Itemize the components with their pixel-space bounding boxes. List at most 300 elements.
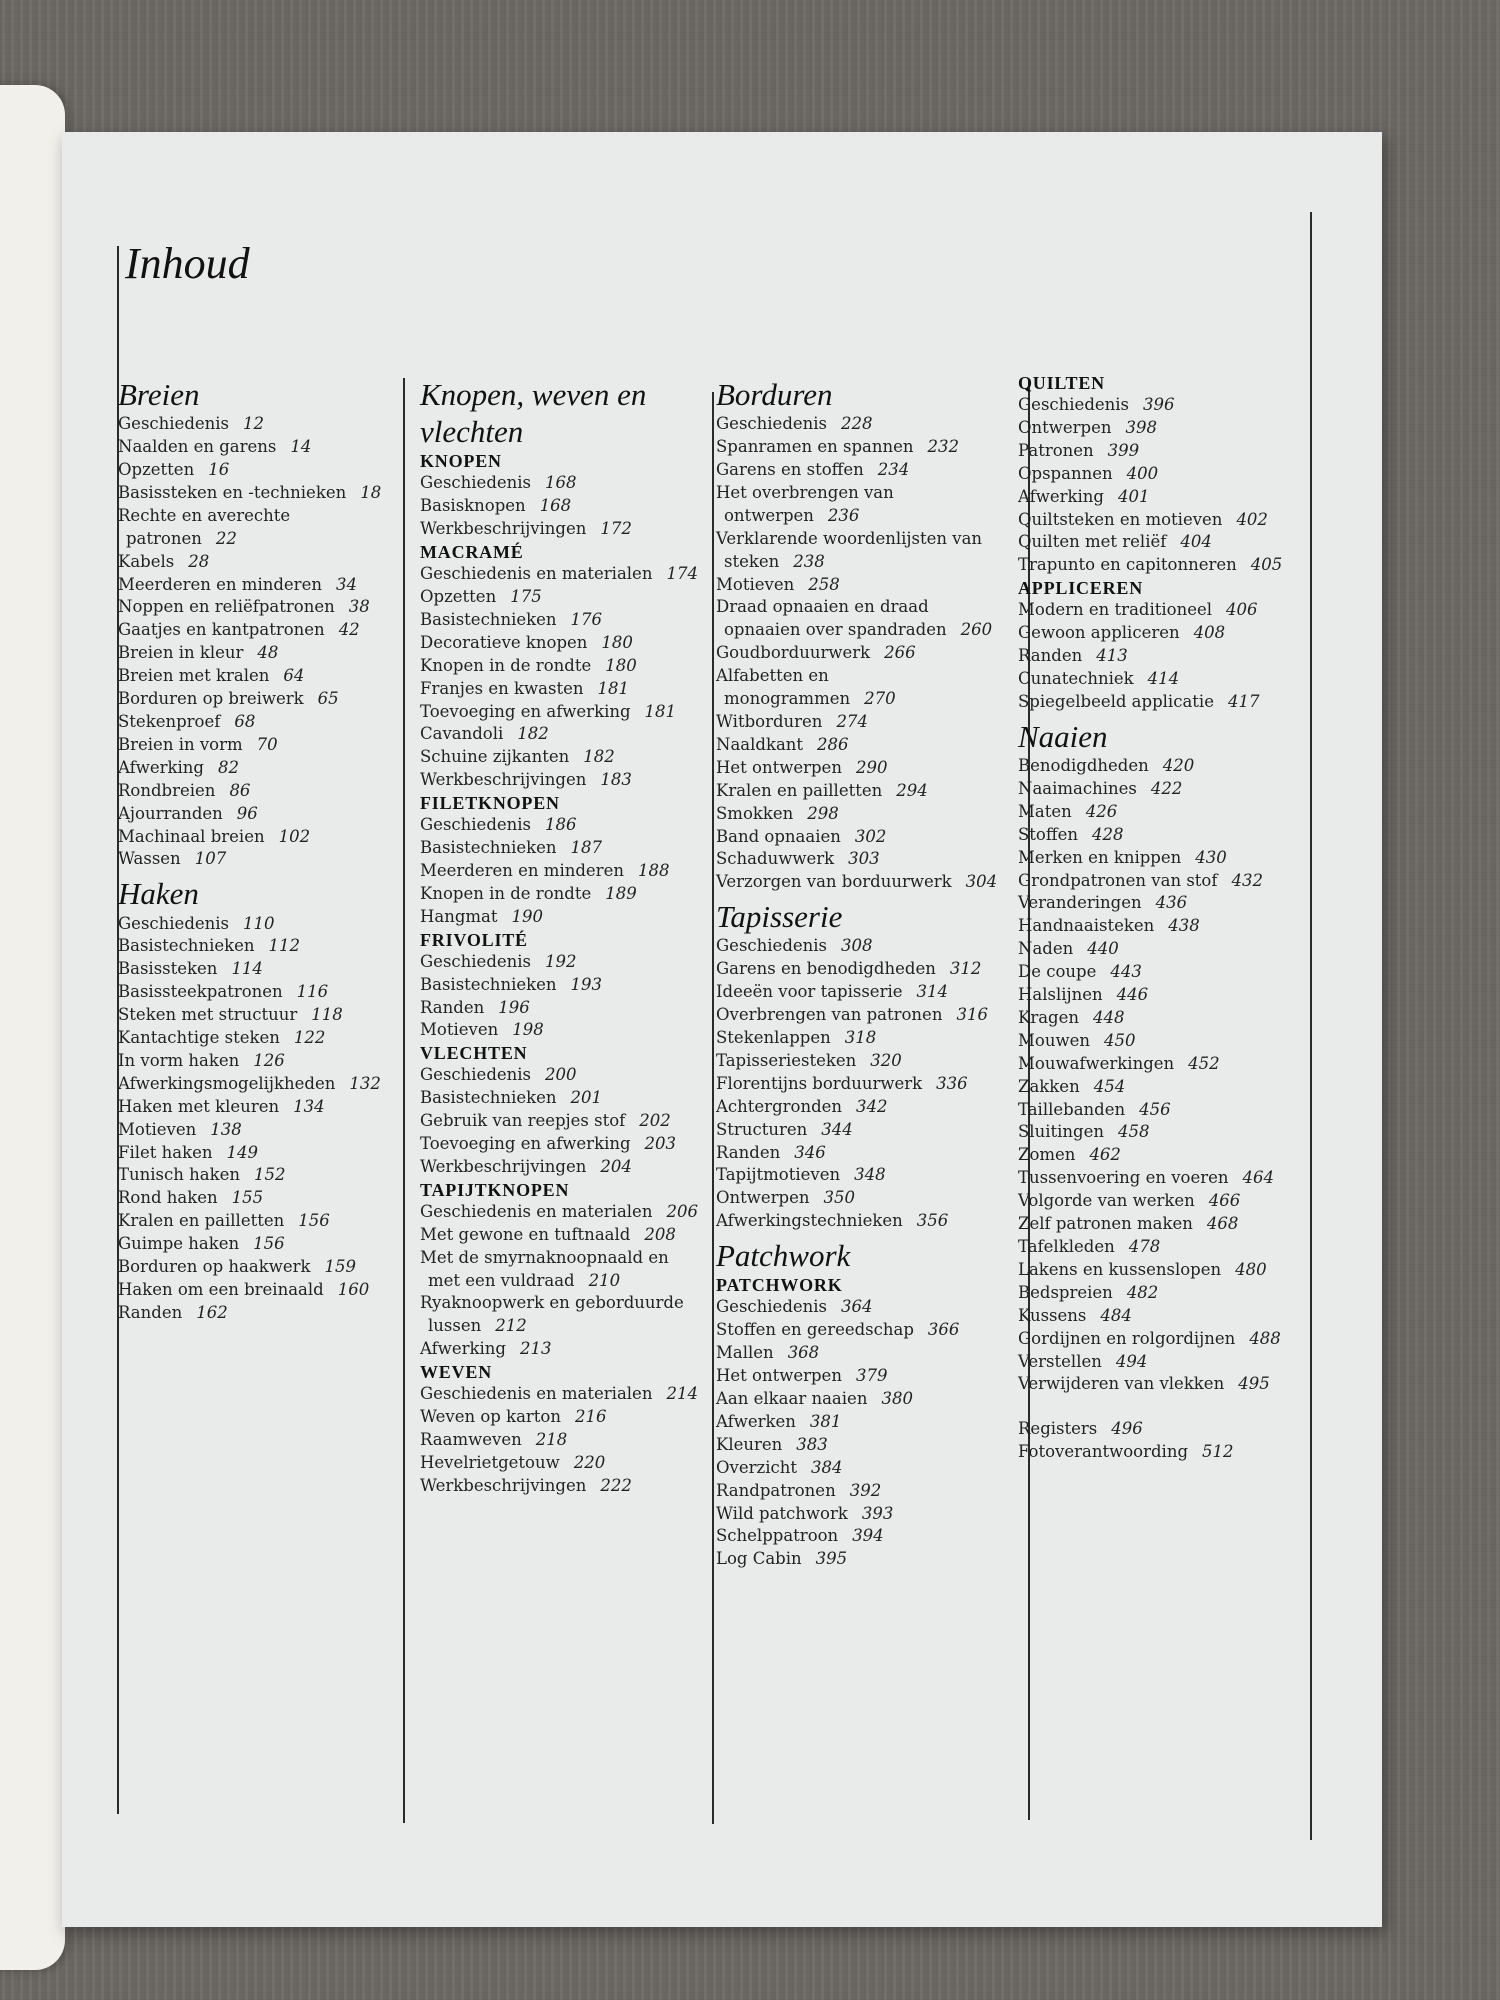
page-number: 228: [841, 414, 873, 434]
toc-entry: [1018, 1418, 1308, 1441]
entry-label: Knopen in de rondte: [420, 883, 592, 903]
entry-label: Grondpatronen van stof: [1018, 870, 1218, 890]
entry-label: Verwijderen van vlekken: [1018, 1374, 1225, 1394]
toc-entry: [118, 642, 398, 665]
entry-label: Raamweven: [420, 1430, 522, 1449]
toc-entry: [118, 1142, 398, 1165]
entry-label: Alfabetten en monogrammen: [716, 666, 851, 709]
page-number: 318: [844, 1028, 877, 1048]
toc-entry: [716, 1210, 1001, 1233]
page-number: 512: [1202, 1442, 1234, 1462]
toc-entry: [716, 665, 1001, 711]
toc-entry: [1018, 1099, 1308, 1122]
toc-entry: [1018, 961, 1308, 984]
toc-entry: [420, 1475, 700, 1498]
toc-entry: [716, 958, 1001, 981]
entry-label: Rondbreien: [118, 780, 216, 800]
page-number: 183: [600, 770, 632, 790]
entry-label: Geschiedenis en materialen: [420, 1384, 653, 1404]
entry-label: Band opnaaien: [716, 826, 841, 846]
entry-label: Tafelkleden: [1018, 1237, 1115, 1256]
toc-entry: [1018, 892, 1308, 915]
entry-label: Meerderen en minderen: [420, 860, 624, 880]
page-number: 398: [1125, 417, 1158, 437]
page-number: 396: [1143, 395, 1175, 414]
subsection-heading: TAPIJTKNOPEN: [420, 1179, 570, 1200]
page-number: 266: [884, 643, 916, 663]
toc-entry: [716, 1050, 1001, 1073]
page-number: 155: [231, 1188, 264, 1208]
section-title: Breien: [118, 377, 200, 412]
toc-entry: [716, 1525, 1001, 1548]
entry-label: Basisknopen: [420, 496, 526, 516]
page-number: 168: [545, 473, 577, 493]
page-number: 222: [600, 1475, 632, 1495]
entry-label: In vorm haken: [118, 1050, 240, 1070]
page-number: 422: [1150, 778, 1183, 798]
page-number: 346: [794, 1142, 826, 1162]
toc-entry: [118, 1233, 398, 1256]
section-title: Naaien: [1018, 718, 1108, 754]
entry-label: Machinaal breien: [118, 826, 265, 846]
entry-label: Quiltsteken en motieven: [1018, 509, 1223, 529]
toc-entry: [1018, 1213, 1308, 1236]
toc-entry: [118, 711, 398, 734]
page-number: 432: [1231, 870, 1263, 890]
page-number: 202: [639, 1111, 671, 1131]
page-number: 107: [194, 849, 227, 869]
toc-entry: [118, 1119, 398, 1142]
entry-label: Basistechnieken: [420, 838, 557, 858]
page-number: 495: [1238, 1374, 1270, 1394]
toc-entry: [1018, 394, 1308, 417]
page-number: 28: [188, 551, 210, 571]
page-number: 12: [243, 414, 265, 434]
toc-entry: [716, 848, 1001, 871]
page-number: 368: [787, 1343, 820, 1363]
page-number: 236: [827, 505, 860, 525]
entry-label: Randen: [420, 997, 485, 1017]
entry-label: Stekenproef: [118, 711, 221, 731]
entry-label: Kussens: [1018, 1305, 1087, 1325]
toc-entry: [420, 655, 700, 678]
page-number: 208: [644, 1224, 676, 1244]
toc-entry: [1018, 1167, 1308, 1190]
toc-entry: [1018, 1236, 1308, 1259]
toc-entry: [716, 1434, 1001, 1457]
page-number: 394: [852, 1526, 884, 1546]
toc-entry: [1018, 417, 1308, 440]
entry-label: Basissteken: [118, 959, 218, 979]
entry-label: Werkbeschrijvingen: [420, 519, 587, 539]
page-number: 206: [666, 1201, 698, 1221]
toc-entry: [716, 734, 1001, 757]
left-page-edge: [0, 85, 65, 1970]
entry-label: Opspannen: [1018, 463, 1113, 483]
entry-label: Wild patchwork: [716, 1503, 848, 1523]
toc-entry: [420, 1292, 700, 1338]
entry-label: Ideeën voor tapisserie: [716, 982, 903, 1002]
toc-entry: [118, 574, 398, 597]
toc-entry: [118, 596, 398, 619]
entry-label: Lakens en kussenslopen: [1018, 1259, 1222, 1279]
page-number: 302: [854, 826, 887, 846]
section-title: Borduren: [716, 377, 833, 412]
page-number: 380: [881, 1389, 913, 1408]
toc-entry: [118, 913, 398, 936]
entry-label: Garens en stoffen: [716, 460, 864, 479]
toc-entry: [118, 688, 398, 711]
toc-entry: [420, 632, 700, 655]
entry-label: Rechte en averechte patronen: [118, 505, 291, 548]
entry-label: Breien in kleur: [118, 643, 244, 663]
page-number: 180: [601, 632, 633, 652]
entry-label: Geschiedenis: [420, 815, 532, 835]
entry-label: Met gewone en tuftnaald: [420, 1224, 631, 1244]
toc-entry: [1018, 509, 1308, 532]
entry-label: Geschiedenis: [716, 936, 828, 956]
page-number: 383: [796, 1434, 828, 1454]
entry-label: Kantachtige steken: [118, 1028, 280, 1048]
entry-label: Borduren op haakwerk: [118, 1257, 311, 1277]
page-number: 366: [927, 1320, 960, 1340]
page-number: 14: [290, 437, 312, 457]
page-number: 308: [841, 936, 873, 956]
toc-entry: [420, 723, 700, 746]
toc-entry: [420, 746, 700, 769]
entry-label: Basistechnieken: [420, 1088, 557, 1108]
page-number: 192: [545, 951, 577, 971]
entry-label: Werkbeschrijvingen: [420, 770, 587, 790]
section-title: Haken: [118, 876, 199, 912]
page-number: 393: [861, 1503, 894, 1523]
page-number: 216: [575, 1407, 607, 1427]
toc-entry: [716, 1365, 1001, 1388]
entry-label: Zomen: [1018, 1145, 1076, 1165]
toc-entry: [716, 1119, 1001, 1142]
toc-entry: [716, 1457, 1001, 1480]
page-number: 189: [605, 883, 637, 903]
toc-entry: [716, 1096, 1001, 1119]
entry-label: Ryaknoopwerk en geborduurde lussen: [420, 1293, 684, 1336]
entry-label: Breien in vorm: [118, 734, 243, 754]
entry-label: Naden: [1018, 939, 1074, 959]
toc-entry: [1018, 801, 1308, 824]
entry-label: Rond haken: [118, 1188, 218, 1208]
page-number: 16: [208, 460, 230, 479]
entry-label: Randen: [716, 1142, 781, 1162]
page-number: 181: [644, 701, 677, 721]
section-title: Knopen, weven en vlechten: [420, 377, 647, 450]
page-number: 336: [936, 1073, 968, 1093]
entry-label: Quilten met reliëf: [1018, 532, 1167, 552]
entry-label: Kleuren: [716, 1434, 783, 1454]
toc-column: [716, 372, 1001, 1571]
toc-entry: [716, 1480, 1001, 1503]
toc-entry: [716, 459, 1001, 482]
entry-label: Stoffen: [1018, 824, 1078, 844]
section-title: Tapisserie: [716, 899, 843, 935]
page-number: 182: [517, 724, 549, 744]
entry-label: Ontwerpen: [1018, 417, 1112, 437]
toc-entry: [1018, 847, 1308, 870]
subsection-heading: FRIVOLITÉ: [420, 929, 528, 950]
toc-entry: [118, 459, 398, 482]
entry-label: Basissteken en -technieken: [118, 482, 347, 502]
entry-label: Het ontwerpen: [716, 1366, 842, 1386]
subsection-heading: MACRAMÉ: [420, 542, 524, 563]
toc-entry: [1018, 463, 1308, 486]
toc-entry: [420, 701, 700, 724]
page-number: 64: [283, 666, 305, 686]
entry-label: Basissteekpatronen: [118, 982, 283, 1002]
entry-label: Maten: [1018, 801, 1072, 821]
page-number: 468: [1206, 1214, 1239, 1234]
toc-entry: [716, 757, 1001, 780]
toc-entry: [420, 1429, 700, 1452]
entry-label: Fotoverantwoording: [1018, 1442, 1189, 1462]
toc-entry: [716, 826, 1001, 849]
toc-entry: [118, 935, 398, 958]
toc-entry: [420, 472, 700, 495]
page-number: 234: [877, 460, 910, 479]
page-number: 443: [1110, 962, 1142, 982]
subsection-heading: KNOPEN: [420, 451, 502, 472]
toc-entry: [1018, 1305, 1308, 1328]
toc-entry: [420, 1133, 700, 1156]
page-number: 436: [1155, 893, 1188, 913]
entry-label: Basistechnieken: [420, 609, 557, 629]
toc-entry: [716, 482, 1001, 528]
toc-entry: [1018, 1441, 1308, 1464]
page-number: 160: [337, 1280, 370, 1299]
page-number: 286: [817, 734, 849, 754]
page-number: 488: [1249, 1328, 1281, 1348]
entry-label: Aan elkaar naaien: [716, 1389, 868, 1408]
toc-entry: [420, 1406, 700, 1429]
toc-entry: [420, 609, 700, 632]
entry-label: Borduren op breiwerk: [118, 689, 304, 709]
page-number: 304: [965, 872, 998, 892]
entry-label: Afwerking: [1018, 486, 1104, 506]
entry-label: Naaimachines: [1018, 778, 1137, 798]
entry-label: Zelf patronen maken: [1018, 1214, 1193, 1234]
entry-label: Geschiedenis en materialen: [420, 564, 653, 584]
toc-entry: [118, 803, 398, 826]
toc-entry: [716, 1411, 1001, 1434]
entry-label: Wassen: [118, 849, 181, 869]
toc-entry: [1018, 870, 1308, 893]
toc-entry: [1018, 1259, 1308, 1282]
toc-entry: [118, 665, 398, 688]
page-number: 260: [960, 620, 993, 640]
page-number: 38: [348, 597, 370, 617]
toc-entry: [118, 1096, 398, 1119]
page-number: 274: [836, 711, 868, 731]
entry-label: Guimpe haken: [118, 1234, 240, 1254]
entry-label: Afwerking: [420, 1339, 506, 1359]
toc-entry: [1018, 531, 1308, 554]
entry-label: Haken met kleuren: [118, 1096, 280, 1116]
toc-entry: [1018, 691, 1308, 714]
page-number: 348: [854, 1165, 886, 1185]
page-number: 402: [1236, 509, 1268, 529]
page-number: 496: [1111, 1419, 1143, 1439]
entry-label: Benodigdheden: [1018, 755, 1149, 775]
toc-entry: [716, 1164, 1001, 1187]
page-number: 203: [644, 1134, 677, 1154]
page-number: 48: [257, 643, 279, 663]
entry-label: Taillebanden: [1018, 1099, 1126, 1119]
entry-label: Volgorde van werken: [1018, 1191, 1195, 1211]
page-number: 462: [1089, 1145, 1121, 1165]
page-number: 152: [253, 1165, 286, 1185]
page-number: 430: [1195, 847, 1227, 867]
entry-label: Spanramen en spannen: [716, 437, 914, 457]
entry-label: Franjes en kwasten: [420, 678, 584, 698]
entry-label: Trapunto en capitonneren: [1018, 555, 1237, 575]
page-number: 68: [234, 711, 256, 731]
toc-entry: [420, 1110, 700, 1133]
page-number: 413: [1096, 646, 1128, 666]
entry-label: Afwerkingstechnieken: [716, 1211, 903, 1231]
toc-entry: [1018, 938, 1308, 961]
toc-entry: [1018, 1351, 1308, 1374]
entry-label: Afwerkingsmogelijkheden: [118, 1073, 336, 1093]
toc-entry: [118, 1073, 398, 1096]
toc-entry: [716, 1503, 1001, 1526]
entry-label: Noppen en reliëfpatronen: [118, 597, 335, 617]
entry-label: Met de smyrnaknoopnaald en met een vuldraad: [420, 1247, 669, 1290]
toc-column: [420, 372, 700, 1498]
toc-entry: [1018, 824, 1308, 847]
toc-entry: [420, 1452, 700, 1475]
entry-label: Garens en benodigdheden: [716, 959, 936, 979]
entry-label: Stekenlappen: [716, 1028, 831, 1048]
page-number: 204: [600, 1156, 632, 1176]
toc-entry: [420, 883, 700, 906]
page-number: 168: [539, 496, 572, 516]
entry-label: Verzorgen van borduurwerk: [716, 872, 952, 892]
page-number: 448: [1093, 1007, 1125, 1027]
toc-entry: [1018, 1053, 1308, 1076]
toc-entry: [716, 596, 1001, 642]
entry-label: Naaldkant: [716, 734, 804, 754]
entry-label: Gewoon appliceren: [1018, 623, 1180, 643]
page-number: 494: [1115, 1351, 1148, 1371]
entry-label: Opzetten: [420, 587, 497, 606]
page-number: 404: [1180, 532, 1212, 552]
toc-entry: [716, 1319, 1001, 1342]
entry-label: Hevelrietgetouw: [420, 1452, 560, 1472]
entry-label: De coupe: [1018, 962, 1097, 982]
column-rule: [1310, 212, 1312, 1840]
page-number: 384: [810, 1457, 843, 1477]
entry-label: Gaatjes en kantpatronen: [118, 620, 325, 640]
toc-entry: [716, 711, 1001, 734]
page-number: 156: [298, 1211, 330, 1231]
toc-column: [118, 372, 398, 1325]
page-number: 210: [588, 1270, 621, 1290]
entry-label: Gordijnen en rolgordijnen: [1018, 1328, 1236, 1348]
entry-label: Opzetten: [118, 460, 195, 479]
entry-label: Tapisseriesteken: [716, 1050, 857, 1070]
entry-label: Schelppatroon: [716, 1526, 839, 1546]
toc-entry: [1018, 668, 1308, 691]
toc-entry: [420, 678, 700, 701]
toc-entry: [420, 1224, 700, 1247]
subsection-heading: VLECHTEN: [420, 1043, 528, 1064]
entry-label: Weven op karton: [420, 1407, 561, 1427]
page-number: 401: [1117, 486, 1150, 506]
page-number: 320: [870, 1050, 902, 1070]
entry-label: Motieven: [118, 1119, 197, 1139]
page-number: 65: [317, 689, 339, 709]
page-number: 138: [210, 1119, 242, 1139]
page-number: 400: [1126, 463, 1159, 483]
entry-label: Structuren: [716, 1119, 808, 1139]
entry-label: Cunatechniek: [1018, 668, 1134, 688]
toc-entry: [716, 1027, 1001, 1050]
page-number: 193: [570, 974, 602, 994]
toc-entry: [118, 1050, 398, 1073]
page-number: 181: [597, 678, 629, 698]
page-number: 446: [1116, 985, 1149, 1005]
page-number: 149: [226, 1142, 258, 1162]
toc-entry: [716, 803, 1001, 826]
toc-entry: [1018, 1190, 1308, 1213]
column-rule: [712, 392, 714, 1824]
entry-label: Werkbeschrijvingen: [420, 1156, 587, 1176]
entry-label: Het overbrengen van ontwerpen: [716, 482, 894, 525]
page-number: 294: [896, 780, 928, 800]
toc-entry: [1018, 915, 1308, 938]
toc-entry: [716, 528, 1001, 574]
toc-entry: [716, 871, 1001, 894]
page-number: 134: [293, 1096, 325, 1116]
entry-label: Geschiedenis: [716, 1297, 828, 1317]
entry-label: Veranderingen: [1018, 893, 1142, 913]
page-number: 212: [495, 1316, 527, 1336]
page-number: 114: [231, 959, 263, 979]
entry-label: Sluitingen: [1018, 1122, 1104, 1142]
entry-label: Mallen: [716, 1343, 774, 1363]
toc-entry: [716, 1388, 1001, 1411]
entry-label: Basistechnieken: [118, 936, 255, 956]
toc-entry: [420, 1064, 700, 1087]
page-number: 303: [848, 849, 880, 869]
page-number: 172: [600, 519, 632, 539]
toc-entry: [118, 436, 398, 459]
toc-entry: [118, 1187, 398, 1210]
page-number: 356: [916, 1211, 949, 1231]
toc-entry: [716, 413, 1001, 436]
entry-label: Ontwerpen: [716, 1188, 810, 1208]
entry-label: Randen: [118, 1302, 183, 1322]
page-number: 452: [1188, 1053, 1220, 1073]
section-title: Patchwork: [716, 1238, 851, 1274]
toc-entry: [420, 860, 700, 883]
page-number: 162: [196, 1302, 228, 1322]
toc-entry: [118, 1279, 398, 1302]
page-number: 116: [296, 982, 329, 1002]
entry-label: Achtergronden: [716, 1096, 843, 1116]
page-number: 270: [864, 689, 896, 709]
entry-label: Stoffen en gereedschap: [716, 1320, 914, 1340]
toc-entry: [420, 974, 700, 997]
toc-entry: [1018, 599, 1308, 622]
page-number: 420: [1162, 755, 1195, 775]
